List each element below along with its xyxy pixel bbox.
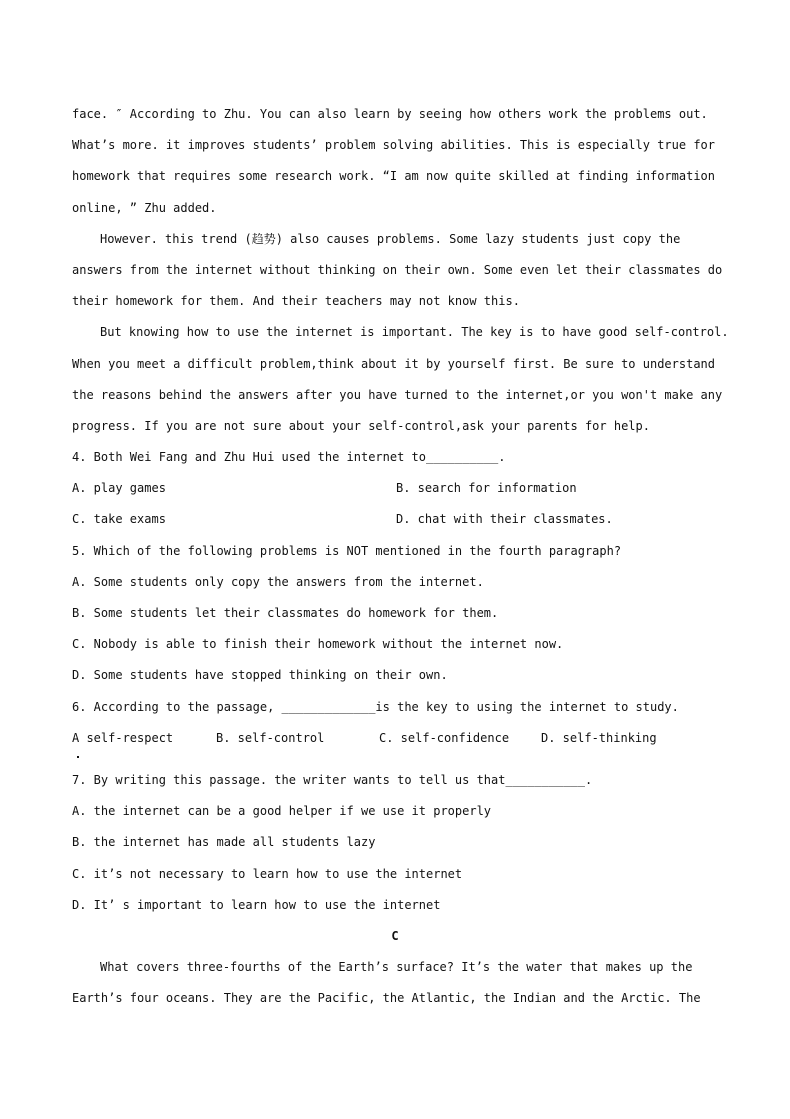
paragraph-zhu-quote	[72, 99, 722, 224]
question-6	[72, 692, 722, 765]
option-d: D. It’ s important to learn how to use the internet	[72, 897, 441, 912]
paragraph-oceans	[72, 952, 722, 1014]
option-b: B. Some students let their classmates do homework for them.	[72, 606, 499, 620]
option-d: D. self-thinking	[541, 730, 657, 745]
option-a: A. play games	[72, 481, 166, 496]
option-a: A. the internet can be a good helper if we use it properly	[72, 804, 492, 819]
option-d: D. Some students have stopped thinking on their own.	[72, 668, 448, 683]
text-line: homework that requires some research work. “I am now quite skilled at finding information	[72, 169, 715, 184]
option-b: B. search for information	[396, 481, 577, 496]
option-row	[72, 473, 722, 504]
option-c: C. take exams	[72, 512, 166, 527]
question-stem: 7. By writing this passage. the writer wants to tell us that___________.	[72, 772, 593, 787]
option-b: B. the internet has made all students lazy	[72, 835, 376, 850]
option-c: C. Nobody is able to finish their homework without the internet now.	[72, 637, 564, 652]
text-line: the reasons behind the answers after you have turned to the internet,or you won't make any	[72, 387, 723, 402]
text-line: progress. If you are not sure about your self-control,ask your parents for help.	[72, 418, 650, 433]
option-c: C. it’s not necessary to learn how to use the internet	[72, 866, 463, 881]
option-a: A. Some students only copy the answers from the internet.	[72, 574, 484, 589]
question-stem: 6. According to the passage, _____________is the key to using the internet to study.	[72, 699, 679, 714]
option-c: C. self-confidence	[379, 730, 510, 745]
section-heading-c: C	[391, 928, 399, 943]
text-line: answers from the internet without thinking on their own. Some even let their classmates do	[72, 262, 723, 277]
question-4	[72, 442, 722, 536]
text-line: What covers three-fourths of the Earth’s surface? It’s the water that makes up the	[100, 960, 693, 975]
text-line: But knowing how to use the internet is important. The key is to have good self-control.	[100, 325, 729, 340]
option-row	[72, 504, 722, 535]
question-7	[72, 765, 722, 921]
text-line: What’s more. it improves students’ problem solving abilities. This is especially true for	[72, 138, 715, 153]
text-line: However. this trend (趋势) also causes problems. Some lazy students just copy the	[100, 231, 681, 246]
document-page	[72, 99, 729, 1014]
stray-dot-mark	[72, 754, 722, 765]
paragraph-problems	[72, 224, 722, 318]
option-b: B. self-control	[216, 730, 325, 745]
option-d: D. chat with their classmates.	[396, 512, 613, 527]
paragraph-self-control	[72, 317, 729, 442]
text-line: their homework for them. And their teachers may not know this.	[72, 294, 520, 309]
question-stem: 5. Which of the following problems is NOT mentioned in the fourth paragraph?	[72, 543, 622, 558]
option-row	[72, 723, 722, 754]
option-a: A self-respect	[72, 730, 174, 745]
text-line: online, ” Zhu added.	[72, 200, 217, 215]
question-stem: 4. Both Wei Fang and Zhu Hui used the internet to__________.	[72, 450, 506, 465]
question-5	[72, 536, 722, 692]
text-line: When you meet a difficult problem,think about it by yourself first. Be sure to understand	[72, 356, 715, 371]
text-line: Earth’s four oceans. They are the Pacific, the Atlantic, the Indian and the Arctic. The	[72, 991, 701, 1006]
text-line: face. ″ According to Zhu. You can also learn by seeing how others work the problems out.	[72, 107, 708, 121]
